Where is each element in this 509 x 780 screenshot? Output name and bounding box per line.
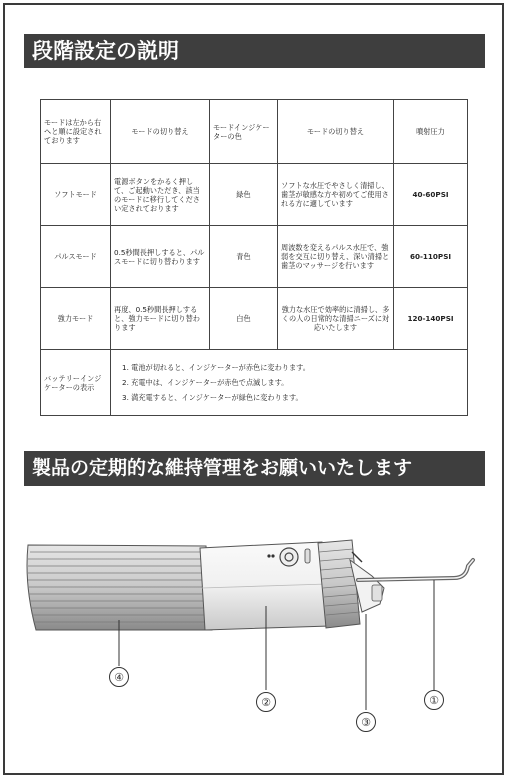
indicator-color: 白色 — [210, 288, 278, 350]
indicator-color: 青色 — [210, 226, 278, 288]
battery-item: 2. 充電中は、インジケーターが赤色で点滅します。 — [122, 378, 289, 387]
mode-name: パルスモード — [41, 226, 111, 288]
mode-switch-instructions: 再度、0.5秒間長押しすると、強力モードに切り替わります — [111, 288, 210, 350]
battery-item: 3. 満充電すると、インジケーターが緑色に変わります。 — [122, 393, 303, 402]
callout-2: ② — [256, 692, 276, 712]
header-switch: モードの切り替え — [111, 100, 210, 164]
battery-label: バッテリーインジケーターの表示 — [41, 350, 111, 416]
nozzle-tip — [358, 560, 473, 580]
header-indicator-color: モードインジケーターの色 — [210, 100, 278, 164]
section-title-maintenance: 製品の定期的な維持管理をお願いいたします — [24, 451, 485, 486]
header-description: モードの切り替え — [278, 100, 394, 164]
nozzle-release-button — [372, 585, 382, 601]
mode-description: 周波数を変えるパルス水圧で、強弱を交互に切り替え、深い清掃と歯茎のマッサージを行います — [278, 226, 394, 288]
mode-description: 強力な水圧で効率的に清掃し、多くの人の日常的な清掃ニーズに対応いたします — [278, 288, 394, 350]
header-pressure: 噴射圧力 — [394, 100, 468, 164]
callout-3: ③ — [356, 712, 376, 732]
pressure-value: 60-110PSI — [394, 226, 468, 288]
pressure-value: 40-60PSI — [394, 164, 468, 226]
mode-name: ソフトモード — [41, 164, 111, 226]
section-title-mode-settings: 段階設定の説明 — [24, 34, 485, 68]
pressure-value: 120-140PSI — [394, 288, 468, 350]
battery-item: 1. 電池が切れると、インジケーターが赤色に変わります。 — [122, 363, 310, 372]
callout-4: ④ — [109, 667, 129, 687]
indicator-dot-icon — [267, 554, 270, 557]
header-mode-order: モードは左から右へと順に設定されております — [41, 100, 111, 164]
water-tank — [27, 545, 212, 630]
mode-switch-instructions: 0.5秒間長押しすると、パルスモードに切り替わります — [111, 226, 210, 288]
power-button-icon — [280, 548, 298, 566]
callout-1: ① — [424, 690, 444, 710]
mode-button-icon — [305, 549, 310, 563]
mode-description: ソフトな水圧でやさしく清掃し、歯茎が敏感な方や初めてご使用される方に適しています — [278, 164, 394, 226]
indicator-color: 緑色 — [210, 164, 278, 226]
indicator-dot-icon — [271, 554, 274, 557]
mode-switch-instructions: 電源ボタンをかるく押して、ご起動いただき、該当のモードに移行してください定されております — [111, 164, 210, 226]
mode-name: 強力モード — [41, 288, 111, 350]
